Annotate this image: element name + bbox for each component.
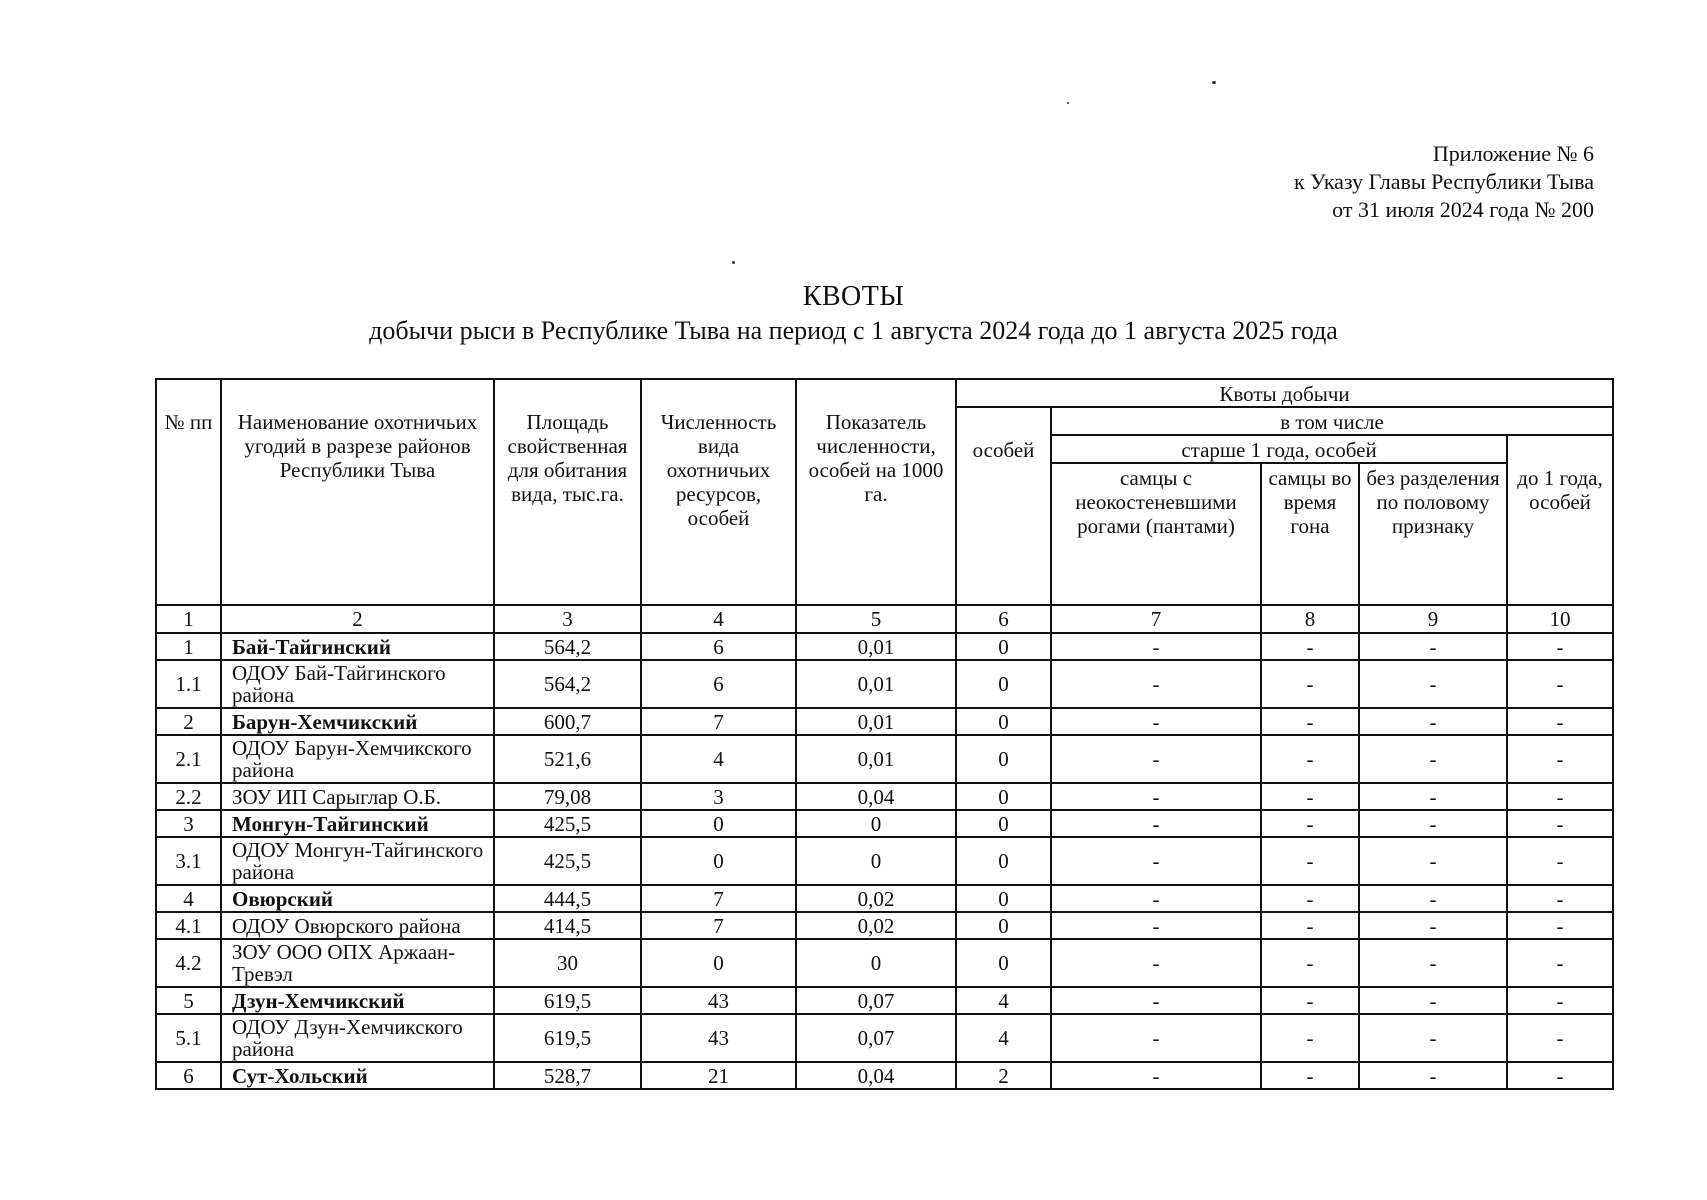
row-num: 2.1 (156, 735, 221, 783)
column-number: 7 (1051, 605, 1261, 633)
table-row (156, 987, 1613, 1014)
row-population: 43 (641, 1014, 796, 1062)
scan-speck (1067, 102, 1069, 104)
document-title (0, 280, 1707, 348)
row-under1: - (1507, 1062, 1613, 1089)
table-header (156, 379, 1613, 633)
header-males-rut: самцы во время гона (1261, 463, 1359, 605)
row-males-rut: - (1261, 987, 1359, 1014)
row-num: 2 (156, 708, 221, 735)
row-area: 564,2 (494, 660, 641, 708)
row-num: 4.2 (156, 939, 221, 987)
row-population: 6 (641, 633, 796, 660)
row-population: 0 (641, 939, 796, 987)
row-area: 600,7 (494, 708, 641, 735)
row-quota: 0 (956, 912, 1051, 939)
header-area: Площадь свойственная для обитания вида, тыс.га. (494, 379, 641, 605)
row-name: Сут-Хольский (221, 1062, 494, 1089)
row-males-rut: - (1261, 1062, 1359, 1089)
row-males-rut: - (1261, 735, 1359, 783)
header-num: № пп (156, 379, 221, 605)
row-males-antlers: - (1051, 660, 1261, 708)
row-num: 4.1 (156, 912, 221, 939)
scan-speck (1212, 81, 1216, 84)
column-number: 4 (641, 605, 796, 633)
row-index: 0,01 (796, 633, 956, 660)
row-name: ОДОУ Овюрского района (221, 912, 494, 939)
row-name: ОДОУ Дзун-Хемчикского района (221, 1014, 494, 1062)
row-index: 0,07 (796, 1014, 956, 1062)
row-population: 0 (641, 810, 796, 837)
row-name: Дзун-Хемчикский (221, 987, 494, 1014)
row-no-sex: - (1359, 810, 1507, 837)
row-no-sex: - (1359, 660, 1507, 708)
header-name: Наименование охотничьих угодий в разрезе районов Республики Тыва (221, 379, 494, 605)
column-number: 9 (1359, 605, 1507, 633)
row-area: 564,2 (494, 633, 641, 660)
table-row (156, 708, 1613, 735)
row-area: 425,5 (494, 810, 641, 837)
header-quota-group: Квоты добычи (956, 379, 1613, 407)
row-num: 1 (156, 633, 221, 660)
row-population: 4 (641, 735, 796, 783)
row-num: 1.1 (156, 660, 221, 708)
row-quota: 2 (956, 1062, 1051, 1089)
row-under1: - (1507, 987, 1613, 1014)
row-males-antlers: - (1051, 810, 1261, 837)
row-index: 0,01 (796, 660, 956, 708)
row-area: 30 (494, 939, 641, 987)
table-row (156, 783, 1613, 810)
header-under1: до 1 года, особей (1507, 435, 1613, 605)
row-males-rut: - (1261, 810, 1359, 837)
table-row (156, 735, 1613, 783)
table-row (156, 810, 1613, 837)
appendix-decree: к Указу Главы Республики Тыва (1293, 169, 1594, 194)
row-no-sex: - (1359, 837, 1507, 885)
row-males-rut: - (1261, 939, 1359, 987)
row-name: Бай-Тайгинский (221, 633, 494, 660)
row-name: ОДОУ Барун-Хемчикского района (221, 735, 494, 783)
row-no-sex: - (1359, 987, 1507, 1014)
row-no-sex: - (1359, 1014, 1507, 1062)
row-under1: - (1507, 783, 1613, 810)
row-quota: 0 (956, 660, 1051, 708)
row-name: Овюрский (221, 885, 494, 912)
quota-table (155, 378, 1614, 1090)
appendix-header (1294, 140, 1594, 224)
row-name: ЗОУ ООО ОПХ Аржаан-Тревэл (221, 939, 494, 987)
row-name: Монгун-Тайгинский (221, 810, 494, 837)
row-under1: - (1507, 708, 1613, 735)
row-area: 528,7 (494, 1062, 641, 1089)
row-population: 21 (641, 1062, 796, 1089)
row-population: 3 (641, 783, 796, 810)
row-no-sex: - (1359, 912, 1507, 939)
row-under1: - (1507, 885, 1613, 912)
row-males-rut: - (1261, 912, 1359, 939)
row-males-antlers: - (1051, 735, 1261, 783)
row-population: 6 (641, 660, 796, 708)
row-population: 7 (641, 912, 796, 939)
row-index: 0,01 (796, 735, 956, 783)
column-number-row (156, 605, 1613, 633)
title-subtitle: добычи рыси в Республике Тыва на период с 1 августа 2024 года до 1 августа 2025 года (369, 316, 1338, 345)
row-no-sex: - (1359, 633, 1507, 660)
row-area: 79,08 (494, 783, 641, 810)
table-row (156, 885, 1613, 912)
row-under1: - (1507, 912, 1613, 939)
header-including: в том числе (1051, 407, 1613, 435)
row-males-antlers: - (1051, 912, 1261, 939)
table-row (156, 1014, 1613, 1062)
table-row (156, 660, 1613, 708)
row-quota: 4 (956, 1014, 1051, 1062)
row-males-antlers: - (1051, 783, 1261, 810)
column-number: 6 (956, 605, 1051, 633)
row-area: 521,6 (494, 735, 641, 783)
row-quota: 0 (956, 783, 1051, 810)
header-no-sex: без разделения по половому признаку (1359, 463, 1507, 605)
row-num: 2.2 (156, 783, 221, 810)
row-index: 0 (796, 939, 956, 987)
table-row (156, 1062, 1613, 1089)
row-under1: - (1507, 810, 1613, 837)
table-row (156, 939, 1613, 987)
row-quota: 4 (956, 987, 1051, 1014)
row-males-rut: - (1261, 660, 1359, 708)
row-males-rut: - (1261, 633, 1359, 660)
row-under1: - (1507, 1014, 1613, 1062)
row-males-antlers: - (1051, 885, 1261, 912)
column-number: 10 (1507, 605, 1613, 633)
row-no-sex: - (1359, 783, 1507, 810)
row-index: 0,02 (796, 912, 956, 939)
row-males-rut: - (1261, 783, 1359, 810)
row-index: 0,04 (796, 1062, 956, 1089)
row-under1: - (1507, 660, 1613, 708)
scan-speck (732, 261, 735, 264)
header-quota-total: особей (956, 407, 1051, 605)
row-area: 619,5 (494, 1014, 641, 1062)
table-row (156, 912, 1613, 939)
row-name: ОДОУ Монгун-Тайгинского района (221, 837, 494, 885)
row-area: 619,5 (494, 987, 641, 1014)
row-under1: - (1507, 633, 1613, 660)
row-quota: 0 (956, 939, 1051, 987)
column-number: 3 (494, 605, 641, 633)
row-quota: 0 (956, 837, 1051, 885)
row-index: 0,02 (796, 885, 956, 912)
row-population: 43 (641, 987, 796, 1014)
table-row (156, 633, 1613, 660)
row-under1: - (1507, 735, 1613, 783)
row-index: 0,01 (796, 708, 956, 735)
row-area: 444,5 (494, 885, 641, 912)
row-no-sex: - (1359, 939, 1507, 987)
header-index: Показатель численности, особей на 1000 га. (796, 379, 956, 605)
row-index: 0,04 (796, 783, 956, 810)
row-num: 5.1 (156, 1014, 221, 1062)
row-males-rut: - (1261, 1014, 1359, 1062)
table-body (156, 633, 1613, 1089)
header-males-antlers: самцы с неокостеневшими рогами (пантами) (1051, 463, 1261, 605)
row-males-antlers: - (1051, 837, 1261, 885)
appendix-date: от 31 июля 2024 года № 200 (1332, 197, 1594, 222)
row-no-sex: - (1359, 1062, 1507, 1089)
row-quota: 0 (956, 633, 1051, 660)
column-number: 1 (156, 605, 221, 633)
table-row (156, 837, 1613, 885)
row-males-rut: - (1261, 837, 1359, 885)
row-name: ОДОУ Бай-Тайгинского района (221, 660, 494, 708)
row-num: 6 (156, 1062, 221, 1089)
row-quota: 0 (956, 885, 1051, 912)
row-population: 7 (641, 708, 796, 735)
header-older: старше 1 года, особей (1051, 435, 1507, 463)
row-name: Барун-Хемчикский (221, 708, 494, 735)
row-males-antlers: - (1051, 1062, 1261, 1089)
row-males-rut: - (1261, 885, 1359, 912)
row-index: 0 (796, 810, 956, 837)
row-population: 7 (641, 885, 796, 912)
row-area: 414,5 (494, 912, 641, 939)
title-main: КВОТЫ (802, 281, 905, 312)
row-num: 5 (156, 987, 221, 1014)
row-males-antlers: - (1051, 1014, 1261, 1062)
appendix-number: Приложение № 6 (1432, 141, 1594, 166)
row-index: 0 (796, 837, 956, 885)
row-males-antlers: - (1051, 708, 1261, 735)
row-males-antlers: - (1051, 987, 1261, 1014)
row-under1: - (1507, 837, 1613, 885)
row-population: 0 (641, 837, 796, 885)
row-area: 425,5 (494, 837, 641, 885)
row-quota: 0 (956, 810, 1051, 837)
row-quota: 0 (956, 735, 1051, 783)
row-quota: 0 (956, 708, 1051, 735)
header-population: Численность вида охотничьих ресурсов, особей (641, 379, 796, 605)
row-name: ЗОУ ИП Сарыглар О.Б. (221, 783, 494, 810)
row-no-sex: - (1359, 885, 1507, 912)
column-number: 5 (796, 605, 956, 633)
row-index: 0,07 (796, 987, 956, 1014)
row-under1: - (1507, 939, 1613, 987)
row-males-antlers: - (1051, 633, 1261, 660)
column-number: 8 (1261, 605, 1359, 633)
row-no-sex: - (1359, 735, 1507, 783)
row-no-sex: - (1359, 708, 1507, 735)
row-num: 3 (156, 810, 221, 837)
row-males-antlers: - (1051, 939, 1261, 987)
column-number: 2 (221, 605, 494, 633)
row-num: 4 (156, 885, 221, 912)
row-males-rut: - (1261, 708, 1359, 735)
row-num: 3.1 (156, 837, 221, 885)
